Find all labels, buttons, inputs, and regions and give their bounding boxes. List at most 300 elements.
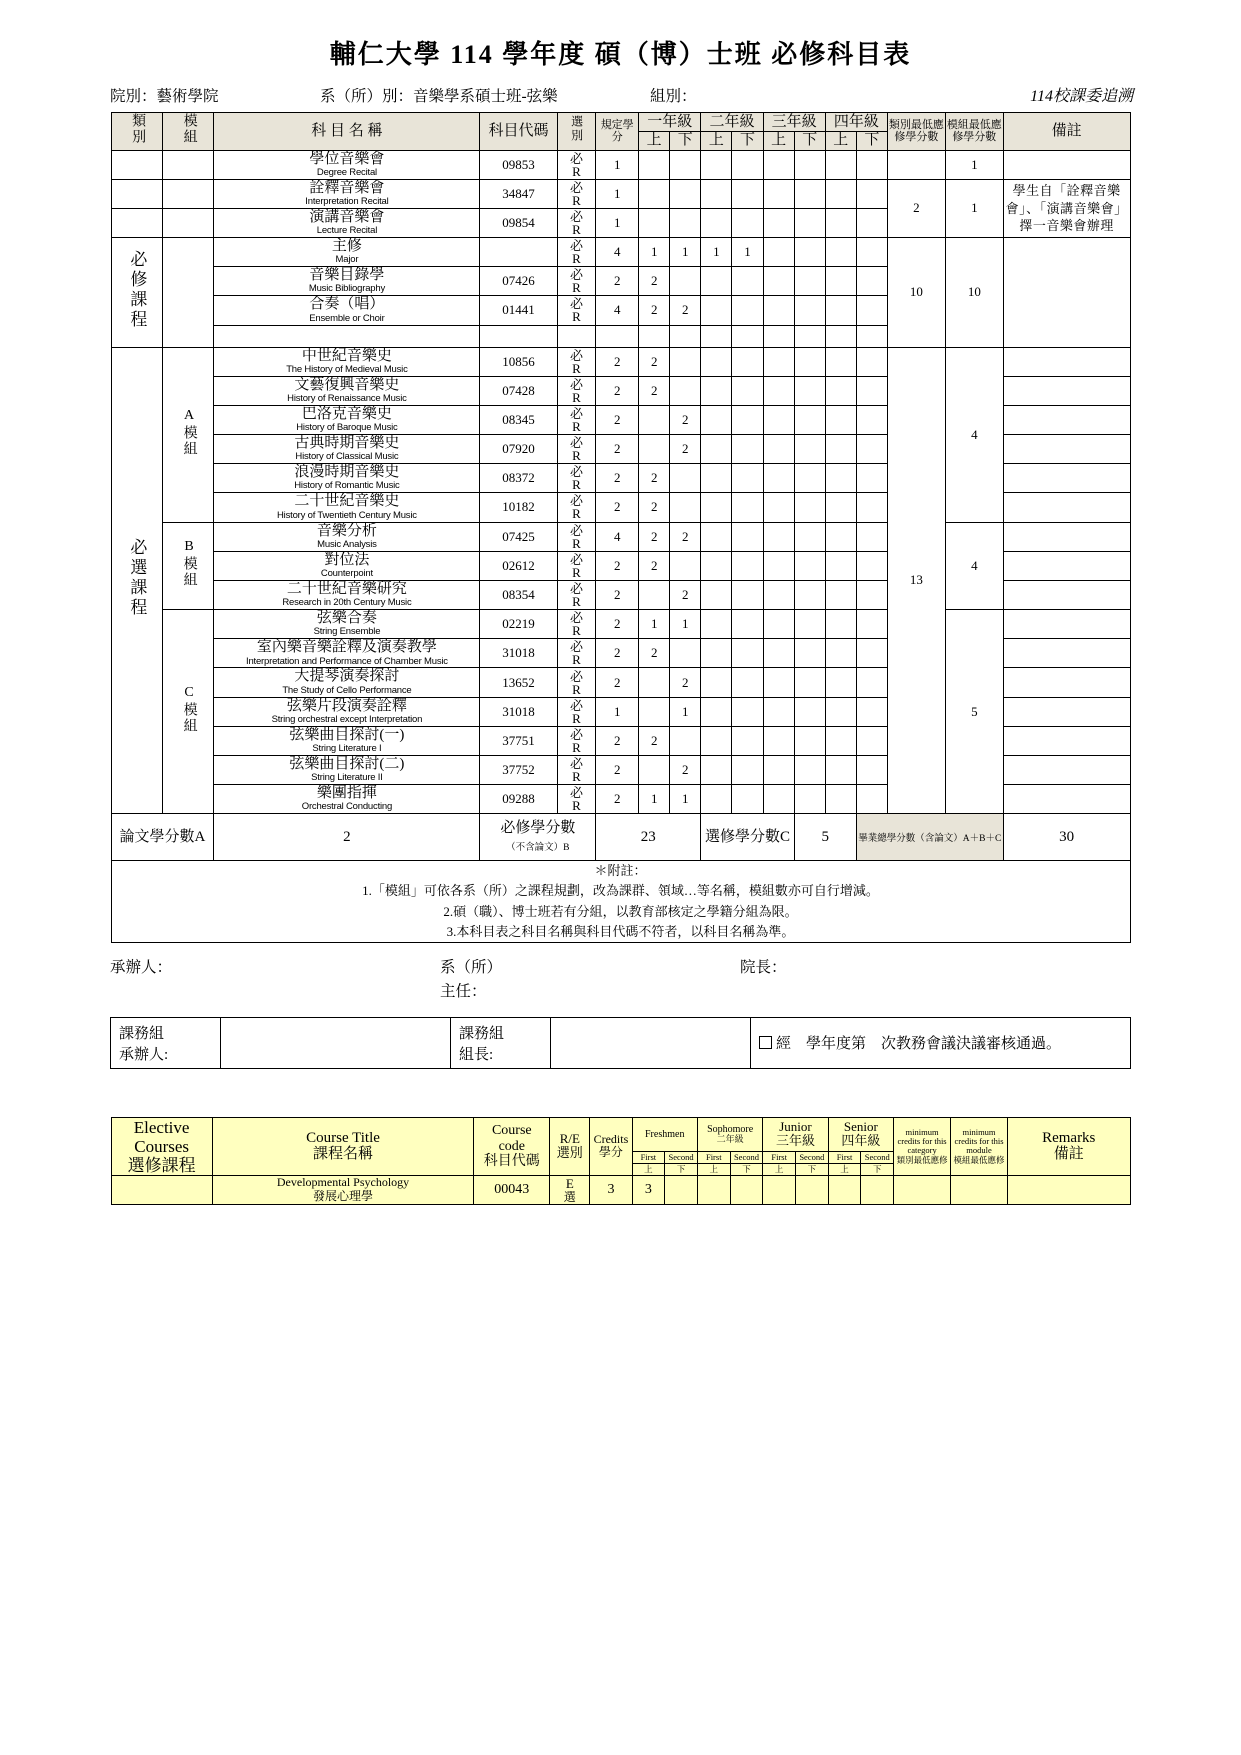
module-cell [162,150,213,179]
table-row [111,150,1130,179]
header-y2-first: 上 [701,131,732,150]
y2s1 [701,267,732,296]
y3s1 [763,493,794,522]
y4s1 [825,785,856,814]
y4s1 [825,755,856,784]
credits-cell: 1 [596,150,639,179]
y3s1 [763,267,794,296]
y3s1 [763,697,794,726]
course-code-cell: 02612 [480,551,557,580]
course-name-en: History of Baroque Music [296,422,398,434]
remarks-cell [1003,580,1130,609]
credits-cell: 1 [596,697,639,726]
header-module: 模組 [162,113,213,151]
course-name-zh: 二十世紀音樂史 [294,493,400,510]
y1s1: 2 [639,296,670,325]
credits-cell: 2 [596,785,639,814]
y1s1: 2 [639,493,670,522]
department-label: 系（所）別：音樂學系碩士班-弦樂 [320,88,558,105]
note-3: 3.本科目表之科目名稱與科目代碼不符者，以科目名稱為準。 [446,923,795,939]
y4s1 [825,493,856,522]
y2s1 [701,785,732,814]
y4s1 [825,639,856,668]
y4s1 [825,435,856,464]
y4s1 [825,551,856,580]
re-cell: 必 R [557,755,596,784]
y1s1: 2 [639,464,670,493]
elective-j-second-value [796,1175,829,1204]
y2s1: 1 [701,238,732,267]
credits-cell: 2 [596,376,639,405]
credits-cell: 2 [596,639,639,668]
header-credits: 規定學分 [596,113,639,151]
elective-se-first: First [828,1152,861,1164]
y3s1 [763,150,794,179]
y1s2: 1 [670,697,701,726]
elective-j-down: 下 [796,1163,829,1175]
course-name-cell [214,208,480,237]
course-name-cell [214,668,480,697]
credits-cell [596,325,639,347]
y3s1 [763,785,794,814]
approval-row [111,1017,1131,1068]
course-name-en: Research in 20th Century Music [282,597,412,609]
re-cell: 必 R [557,179,596,208]
y4s1 [825,208,856,237]
y4s2 [856,267,887,296]
elective-mod-min-zh: 模組最低應修 [953,1154,1005,1165]
elective-credits-zh: 學分 [598,1145,623,1160]
module-b-min-cell: 4 [945,522,1003,610]
table-row [111,522,1130,551]
y4s2 [856,405,887,434]
y3s2 [794,785,825,814]
elective-re-value-zh: 選 [563,1189,576,1204]
elective-mod-min-en: minimum credits for this module [954,1126,1004,1156]
elective-course-name-en: Developmental Psychology [276,1174,410,1189]
course-office-handler-signature-field[interactable] [221,1017,451,1068]
y2s2 [732,580,763,609]
y2s2 [732,551,763,580]
y2s2 [732,755,763,784]
y2s2 [732,405,763,434]
y2s1 [701,464,732,493]
remarks-cell [1003,493,1130,522]
y1s2 [670,347,701,376]
re-cell: 必 R [557,493,596,522]
dept-label: 系（所） [440,958,503,976]
elective-se-up: 上 [828,1163,861,1175]
table-row [111,347,1130,376]
remarks-cell [1003,464,1130,493]
course-code-cell: 31018 [480,697,557,726]
course-code-cell: 07425 [480,522,557,551]
y4s2 [856,610,887,639]
re-cell: 必 R [557,347,596,376]
elective-j-first: First [763,1152,796,1164]
y1s1: 2 [639,639,670,668]
header-y2-second: 下 [732,131,763,150]
group-label: 組別： [650,88,697,105]
elective-code-en-2: code [498,1138,526,1154]
elective-so-first-value [697,1175,730,1204]
y4s1 [825,267,856,296]
course-name-en: Major [335,254,359,266]
header-y1-second: 下 [670,131,701,150]
header-y3-second: 下 [794,131,825,150]
course-office-handler-l1: 課務組 [119,1025,165,1042]
re-cell: 必 R [557,464,596,493]
course-code-cell: 08354 [480,580,557,609]
course-office-handler-l2: 承辦人: [119,1046,169,1063]
y1s1 [639,580,670,609]
course-name-en: String Literature II [311,772,383,784]
handler-label: 承辦人： [110,958,173,976]
header-year2: 二年級 [701,113,763,132]
credits-cell: 2 [596,551,639,580]
course-code-cell: 07426 [480,267,557,296]
y1s2: 2 [670,405,701,434]
elective-label-zh: 選修課程 [127,1155,196,1175]
elective-remarks-en: Remarks [1042,1129,1096,1146]
y2s2 [732,639,763,668]
header-module-min: 模組最低應修學分數 [945,113,1003,151]
y3s1 [763,325,794,347]
module-cell [162,179,213,208]
course-name-cell [214,238,480,267]
elective-f-second: Second [665,1152,698,1164]
module-cell [162,208,213,237]
course-name-en: History of Twentieth Century Music [277,509,417,521]
course-name-en: String Ensemble [313,626,381,638]
y1s1 [639,325,670,347]
course-code-cell [480,325,557,347]
y4s1 [825,668,856,697]
course-office-chief-l1: 課務組 [459,1025,505,1042]
course-name-en: String Literature I [312,743,382,755]
course-name-cell [214,697,480,726]
course-code-cell: 02219 [480,610,557,639]
y2s1 [701,522,732,551]
course-name-cell [214,435,480,464]
course-name-zh: 文藝復興音樂史 [294,376,400,393]
elective-so-second-value [730,1175,763,1204]
y4s2 [856,580,887,609]
course-name-cell [214,493,480,522]
course-name-en: History of Romantic Music [294,480,400,492]
elective-cat-min-value [894,1175,951,1204]
remarks-cell [1003,405,1130,434]
y3s2 [794,668,825,697]
course-name-en: Interpretation Recital [305,195,389,207]
re-cell: 必 R [557,405,596,434]
y3s2 [794,697,825,726]
credits-cell: 4 [596,522,639,551]
elective-header-cat-min [894,1117,951,1175]
y2s2 [732,785,763,814]
y2s1 [701,435,732,464]
header-year4: 四年級 [825,113,887,132]
course-name-cell [214,580,480,609]
required-credits-value: 23 [596,814,701,861]
y1s2: 2 [670,522,701,551]
elective-header-remarks [1008,1117,1131,1175]
elective-junior-en: Junior [779,1119,812,1135]
re-cell: 必 R [557,726,596,755]
y4s2 [856,238,887,267]
credits-cell: 2 [596,668,639,697]
elective-se-second: Second [861,1152,894,1164]
y4s2 [856,493,887,522]
course-code-cell: 37752 [480,755,557,784]
y4s2 [856,325,887,347]
y1s2: 1 [670,238,701,267]
course-name-zh: 音樂目錄學 [309,267,385,284]
elective-credits-en: Credits [593,1131,629,1146]
y2s1 [701,296,732,325]
y1s1: 2 [639,522,670,551]
y4s2 [856,179,887,208]
course-code-cell: 08372 [480,464,557,493]
y2s1 [701,405,732,434]
credit-summary-row [111,814,1130,861]
y1s2 [670,150,701,179]
y2s1 [701,697,732,726]
y1s1: 2 [639,267,670,296]
dept-chair-label: 主任： [440,982,487,1000]
y1s2 [670,639,701,668]
header-course-code: 科目代碼 [480,113,557,151]
course-code-cell: 34847 [480,179,557,208]
re-cell: 必 R [557,668,596,697]
y1s1: 1 [639,238,670,267]
remarks-cell [1003,755,1130,784]
elective-header-junior [763,1117,828,1151]
y2s1 [701,376,732,405]
y2s1 [701,347,732,376]
elective-courses-table [111,1117,1131,1205]
college-label: 院別：藝術學院 [110,88,219,105]
y1s1 [639,150,670,179]
remarks-cell [1003,785,1130,814]
re-cell: 必 R [557,296,596,325]
elective-header-freshman: Freshmen [632,1117,697,1151]
y2s2 [732,522,763,551]
y3s2 [794,580,825,609]
course-name-cell [214,150,480,179]
elective-mod-min-value [951,1175,1008,1204]
elective-se-down: 下 [861,1163,894,1175]
course-code-cell [480,238,557,267]
elective-credits-label: 選修學分數C [701,814,794,861]
table-row [111,238,1130,267]
y2s2 [732,347,763,376]
y1s1: 1 [639,785,670,814]
y3s1 [763,238,794,267]
course-name-en: The Study of Cello Performance [282,684,412,696]
elective-header-row-1 [111,1117,1130,1151]
note-1: 1.「模組」可依各系（所）之課程規劃，改為課群、領域…等名稱，模組數亦可自行增減。 [362,883,879,899]
header-y1-first: 上 [639,131,670,150]
elective-code-zh: 科目代碼 [483,1154,540,1170]
y3s2 [794,726,825,755]
note-2: 2.碩（職）、博士班若有分組，以教育部核定之學籍分組為限。 [443,903,798,919]
y2s2 [732,493,763,522]
y2s1 [701,726,732,755]
y1s2 [670,493,701,522]
category-cell [111,179,162,208]
module-c-min-cell: 5 [945,610,1003,814]
y3s2 [794,179,825,208]
elective-credits-value: 5 [794,814,856,861]
course-name-cell [214,405,480,434]
required-credits-label-main: 必修學分數 [500,820,576,837]
y2s2 [732,697,763,726]
course-name-zh: 演講音樂會 [309,208,385,225]
course-name-cell [214,755,480,784]
course-name-en: Music Bibliography [308,283,385,295]
y4s1 [825,580,856,609]
header-y4-second: 下 [856,131,887,150]
course-office-chief-signature-field[interactable] [551,1017,751,1068]
y1s2: 2 [670,668,701,697]
module-b-label: B模組 [162,522,213,610]
course-name-zh: 中世紀音樂史 [301,347,392,364]
y4s1 [825,726,856,755]
credits-cell: 2 [596,435,639,464]
y1s1 [639,668,670,697]
y3s2 [794,639,825,668]
elective-senior-zh: 四年級 [841,1133,881,1149]
course-name-cell [214,347,480,376]
y2s2 [732,726,763,755]
y3s2 [794,267,825,296]
elective-so-up: 上 [697,1163,730,1175]
y3s1 [763,610,794,639]
y4s2 [856,726,887,755]
y1s1: 1 [639,610,670,639]
y3s1 [763,208,794,237]
y3s2 [794,522,825,551]
elective-header-mod-min [951,1117,1008,1175]
y3s2 [794,376,825,405]
elective-soph-zh: 二年級 [716,1133,744,1144]
elective-header-sophomore [697,1117,762,1151]
credits-cell: 2 [596,267,639,296]
elective-header-course-title [212,1117,474,1175]
course-name-cell [214,522,480,551]
y3s2 [794,296,825,325]
y4s2 [856,208,887,237]
re-cell: 必 R [557,610,596,639]
elective-section-cell [111,1175,212,1204]
required-credits-label [480,814,596,861]
credits-cell: 4 [596,238,639,267]
category-cell [111,150,162,179]
course-name-cell [214,325,480,347]
y3s2 [794,208,825,237]
elective-so-down: 下 [730,1163,763,1175]
course-name-cell [214,551,480,580]
elective-course-name-cell [212,1175,474,1204]
elective-j-second: Second [796,1152,829,1164]
y3s1 [763,464,794,493]
y1s2: 2 [670,296,701,325]
remarks-cell [1003,551,1130,580]
elective-remarks-zh: 備註 [1053,1146,1084,1163]
elective-re-cell [550,1175,590,1204]
elective-credits: 3 [590,1175,632,1204]
remarks-cell [1003,697,1130,726]
y2s2 [732,208,763,237]
y1s1: 2 [639,347,670,376]
course-code-cell: 10182 [480,493,557,522]
y4s1 [825,522,856,551]
elective-j-first-value [763,1175,796,1204]
credits-cell: 2 [596,580,639,609]
approval-checkbox[interactable] [759,1036,772,1049]
course-code-cell: 37751 [480,726,557,755]
elective-section-label [111,1117,212,1175]
course-name-zh: 浪漫時期音樂史 [294,464,400,481]
y2s2 [732,464,763,493]
y3s2 [794,551,825,580]
y2s1 [701,639,732,668]
y2s2: 1 [732,238,763,267]
y3s2 [794,347,825,376]
course-name-cell [214,464,480,493]
header-y4-first: 上 [825,131,856,150]
elective-cat-min-zh: 類別最低應修 [896,1154,948,1165]
notes-cell [111,861,1130,943]
y2s2 [732,267,763,296]
credits-cell: 2 [596,755,639,784]
re-cell: 必 R [557,208,596,237]
y2s1 [701,610,732,639]
course-name-cell [214,610,480,639]
thesis-credits-value: 2 [214,814,480,861]
course-name-en: Counterpoint [320,567,373,579]
course-name-en: Degree Recital [316,166,377,178]
category-min-cell [887,150,945,179]
y4s2 [856,697,887,726]
y2s1 [701,580,732,609]
y4s1 [825,347,856,376]
y1s1 [639,435,670,464]
y4s1 [825,325,856,347]
header-year1: 一年級 [639,113,701,132]
y2s1 [701,325,732,347]
total-credits-value: 30 [1003,814,1130,861]
module-min-cell: 1 [945,179,1003,237]
course-code-cell: 09288 [480,785,557,814]
required-credits-label-sub: （不含論文）B [506,843,570,854]
course-name-zh: 二十世紀音樂研究 [286,580,407,597]
course-office-chief-label [451,1017,551,1068]
category-cell [111,208,162,237]
course-name-cell [214,267,480,296]
remarks-cell [1003,610,1130,639]
course-name-zh: 合奏（唱） [309,296,385,313]
y3s1 [763,522,794,551]
total-credits-label: 畢業總學分數（含論文）A＋B＋C [856,814,1003,861]
y1s2 [670,551,701,580]
module-c-label: C模組 [162,610,213,814]
y3s2 [794,755,825,784]
y2s2 [732,179,763,208]
credits-cell: 4 [596,296,639,325]
y3s1 [763,376,794,405]
